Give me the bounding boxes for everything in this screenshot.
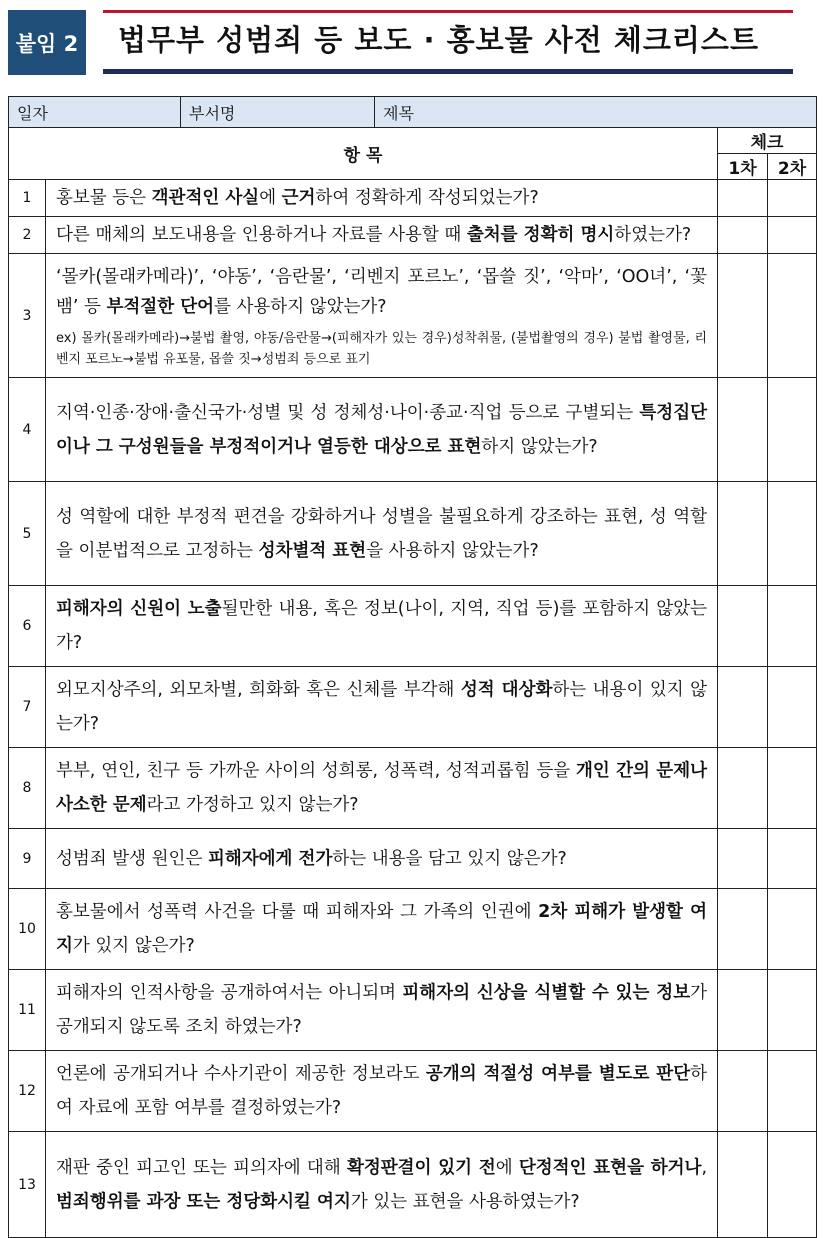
- emphasis-text: 피해자의 신원이 노출: [56, 599, 222, 619]
- department-field-label: 부서명: [181, 97, 375, 128]
- document-header: [0, 0, 824, 85]
- item-text: 피해자의 인적사항을 공개하여서는 아니되며: [56, 983, 403, 1003]
- checklist-row: [9, 217, 817, 254]
- item-text: 외모지상주의, 외모차별, 희화화 혹은 신체를 부각해: [56, 680, 461, 700]
- checklist-item-text: [46, 378, 718, 482]
- checklist-row: [9, 378, 817, 482]
- row-number: 5: [9, 482, 46, 586]
- second-check-cell[interactable]: [768, 1132, 817, 1238]
- row-number: 12: [9, 1051, 46, 1132]
- first-check-cell[interactable]: [718, 970, 768, 1051]
- second-check-cell[interactable]: [768, 970, 817, 1051]
- item-text: 언론에 공개되거나 수사기관이 제공한 정보라도: [56, 1064, 426, 1084]
- second-check-cell[interactable]: [768, 482, 817, 586]
- item-column-header: 항 목: [9, 128, 718, 180]
- first-check-cell[interactable]: [718, 180, 768, 217]
- item-text: 부부, 연인, 친구 등 가까운 사이의 성희롱, 성폭력, 성적괴롭힘 등을: [56, 761, 576, 781]
- first-check-cell[interactable]: [718, 378, 768, 482]
- second-check-cell[interactable]: [768, 254, 817, 378]
- checklist-row: [9, 970, 817, 1051]
- item-text: 을 사용하지 않았는가?: [366, 540, 539, 561]
- emphasis-text: 출처를 정확히 명시: [466, 225, 615, 245]
- emphasis-text: 특정집단이나 그 구성원들을 부정적이거나 열등한 대상으로 표현: [56, 402, 708, 457]
- date-field-label: 일자: [9, 97, 181, 128]
- checklist-row: [9, 748, 817, 829]
- second-check-cell[interactable]: [768, 748, 817, 829]
- item-text: 하여 자료에 포함 여부를 결정하였는가?: [56, 1064, 708, 1118]
- emphasis-text: 부적절한 단어: [106, 296, 215, 317]
- checklist-item-text: [46, 586, 718, 667]
- emphasis-text: 피해자에게 전가: [207, 848, 333, 869]
- first-check-cell[interactable]: [718, 217, 768, 254]
- second-check-cell[interactable]: [768, 378, 817, 482]
- emphasis-text: 범죄행위를 과장 또는 정당화시킬 여지: [56, 1191, 351, 1212]
- first-check-cell[interactable]: [718, 748, 768, 829]
- emphasis-text: 근거: [281, 188, 316, 208]
- row-number: 6: [9, 586, 46, 667]
- checklist-row: [9, 889, 817, 970]
- checklist-item-text: [46, 1051, 718, 1132]
- item-text: 가 있지 않은가?: [72, 936, 195, 956]
- item-text: 성범죄 발생 원인은: [56, 848, 208, 869]
- example-note: ex) 몰카(몰래카메라)→불법 촬영, 야동/음란물→(피해자가 있는 경우)성착취물, (불법촬영의 경우) 불법 촬영물, 리벤지 포르노→불법 유포물, 몹쓸 짓→성범죄 등으로 표기: [56, 330, 708, 367]
- second-check-cell[interactable]: [768, 829, 817, 889]
- item-text: 하는 내용이 있지 않는가?: [56, 680, 707, 734]
- first-check-cell[interactable]: [718, 1132, 768, 1238]
- checklist-row: [9, 829, 817, 889]
- checklist-item-text: [46, 254, 718, 378]
- check-column-header: 체크: [718, 128, 817, 154]
- item-text: 지역·인종·장애·출신국가·성별 및 성 정체성·나이·종교·직업 등으로 구별되는: [56, 402, 640, 423]
- item-text: 가 공개되지 않도록 조치 하였는가?: [56, 983, 708, 1037]
- checklist-row: [9, 1051, 817, 1132]
- checklist-item-text: [46, 180, 718, 217]
- emphasis-text: 성차별적 표현: [258, 540, 367, 561]
- second-check-cell[interactable]: [768, 586, 817, 667]
- item-text: 하여 정확하게 작성되었는가?: [315, 188, 539, 208]
- emphasis-text: 단정적인 표현을 하거나: [518, 1157, 702, 1178]
- checklist-item-text: [46, 970, 718, 1051]
- checklist-table: [8, 96, 817, 1238]
- row-number: 13: [9, 1132, 46, 1238]
- first-check-cell[interactable]: [718, 482, 768, 586]
- emphasis-text: 객관적인 사실: [151, 188, 260, 208]
- row-number: 9: [9, 829, 46, 889]
- emphasis-text: 공개의 적절성 여부를 별도로 판단: [425, 1064, 691, 1084]
- checklist-row: [9, 482, 817, 586]
- first-check-cell[interactable]: [718, 829, 768, 889]
- row-number: 8: [9, 748, 46, 829]
- document-title: 법무부 성범죄 등 보도 · 홍보물 사전 체크리스트: [118, 23, 759, 57]
- checklist-row: [9, 254, 817, 378]
- first-check-header: 1차: [718, 154, 768, 180]
- item-text: 하였는가?: [614, 225, 692, 245]
- item-text: 하는 내용을 담고 있지 않은가?: [332, 848, 567, 869]
- second-check-cell[interactable]: [768, 889, 817, 970]
- item-text: 를 사용하지 않았는가?: [214, 296, 387, 317]
- checklist-item-text: [46, 889, 718, 970]
- checklist-item-text: [46, 829, 718, 889]
- subject-field-label: 제목: [375, 97, 817, 128]
- checklist-row: [9, 586, 817, 667]
- row-number: 4: [9, 378, 46, 482]
- first-check-cell[interactable]: [718, 889, 768, 970]
- second-check-cell[interactable]: [768, 1051, 817, 1132]
- item-text: 에: [495, 1157, 519, 1178]
- item-text: 다른 매체의 보도내용을 인용하거나 자료를 사용할 때: [56, 225, 467, 245]
- item-text: 에: [259, 188, 282, 208]
- item-text: 하지 않았는가?: [481, 436, 598, 457]
- item-text: 가 있는 표현을 사용하였는가?: [350, 1191, 580, 1212]
- row-number: 11: [9, 970, 46, 1051]
- second-check-cell[interactable]: [768, 180, 817, 217]
- row-number: 3: [9, 254, 46, 378]
- first-check-cell[interactable]: [718, 254, 768, 378]
- checklist-row: [9, 180, 817, 217]
- first-check-cell[interactable]: [718, 586, 768, 667]
- second-check-header: 2차: [768, 154, 817, 180]
- checklist-row: [9, 667, 817, 748]
- second-check-cell[interactable]: [768, 667, 817, 748]
- checklist-item-text: [46, 217, 718, 254]
- checklist-row: [9, 1132, 817, 1238]
- item-text: 재판 중인 피고인 또는 피의자에 대해: [56, 1157, 347, 1178]
- second-check-cell[interactable]: [768, 217, 817, 254]
- checklist-item-text: [46, 748, 718, 829]
- item-text: 홍보물 등은: [56, 188, 152, 208]
- item-text: 성 역할에 대한 부정적 편견을 강화하거나 성별을 불필요하게 강조하는 표현, 성 역할을 이분법적으로 고정하는: [56, 506, 708, 561]
- row-number: 7: [9, 667, 46, 748]
- item-text: ,: [701, 1157, 708, 1178]
- row-number: 10: [9, 889, 46, 970]
- checklist-rows: [9, 180, 817, 1238]
- attachment-badge: 붙임 2: [8, 10, 86, 75]
- first-check-cell[interactable]: [718, 1051, 768, 1132]
- row-number: 2: [9, 217, 46, 254]
- emphasis-text: 피해자의 신상을 식별할 수 있는 정보: [402, 983, 691, 1003]
- title-bottom-rule: [103, 69, 793, 74]
- item-text: 라고 가정하고 있지 않는가?: [146, 795, 359, 815]
- first-check-cell[interactable]: [718, 667, 768, 748]
- emphasis-text: 개인 간의 문제나 사소한 문제: [56, 761, 707, 815]
- emphasis-text: 성적 대상화: [460, 680, 553, 700]
- row-number: 1: [9, 180, 46, 217]
- checklist-item-text: [46, 482, 718, 586]
- item-text: 될만한 내용, 혹은 정보(나이, 지역, 직업 등)를 포함하지 않았는가?: [56, 599, 708, 653]
- emphasis-text: 확정판결이 있기 전: [346, 1157, 496, 1178]
- item-text: 홍보물에서 성폭력 사건을 다룰 때 피해자와 그 가족의 인권에: [56, 902, 539, 922]
- column-header-row: [9, 128, 817, 154]
- item-text: ‘몰카(몰래카메라)’, ‘야동’, ‘음란물’, ‘리벤지 포르노’, ‘몹쓸 짓’, ‘악마’, ‘OO녀’, ‘꽃뱀’ 등: [56, 266, 708, 317]
- info-row: [9, 97, 817, 128]
- emphasis-text: 2차 피해가 발생할 여지: [56, 902, 708, 956]
- checklist-item-text: [46, 667, 718, 748]
- checklist-item-text: [46, 1132, 718, 1238]
- title-top-rule: [103, 10, 793, 13]
